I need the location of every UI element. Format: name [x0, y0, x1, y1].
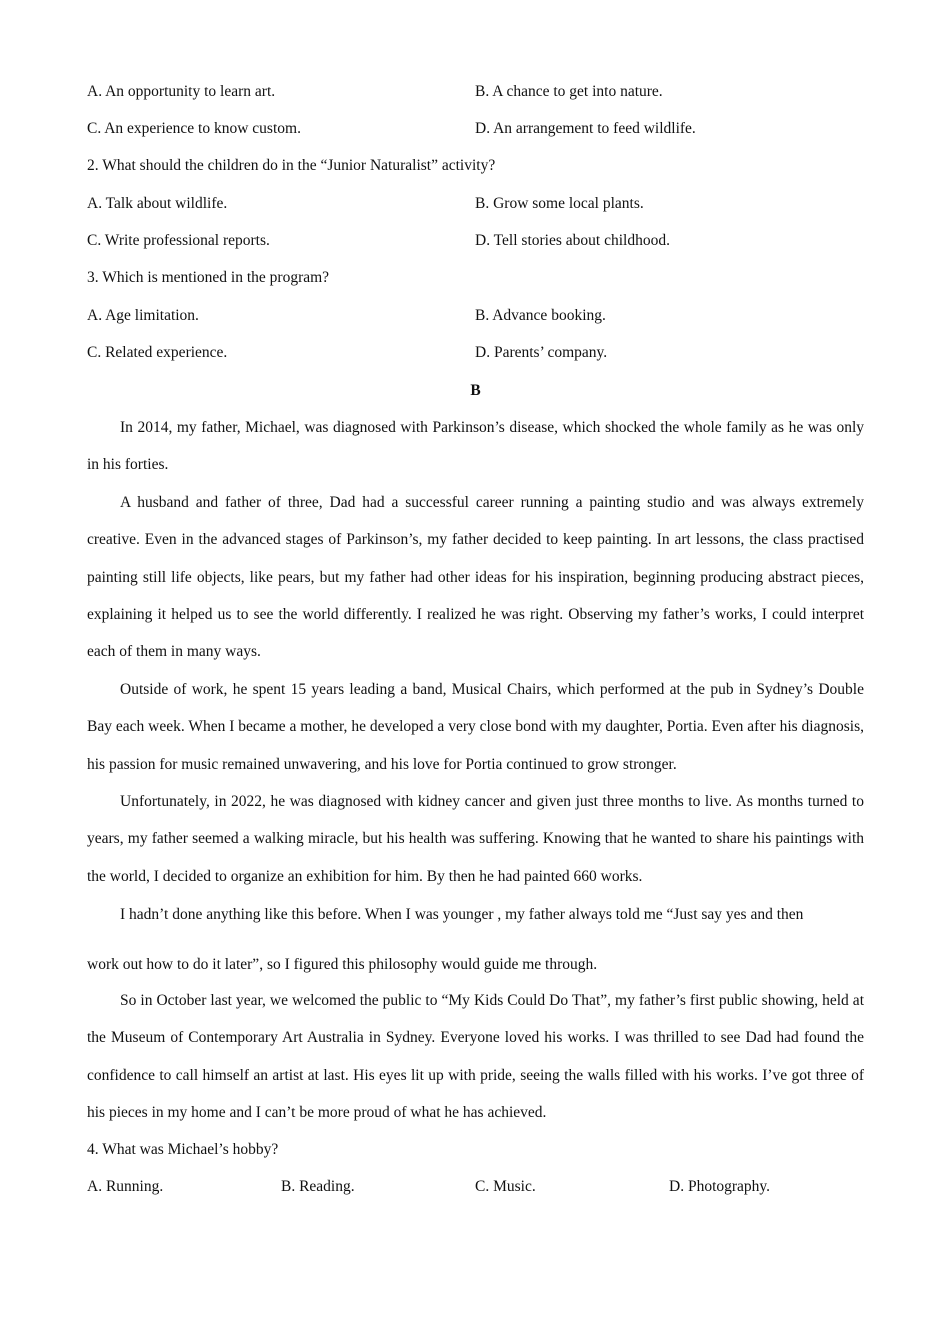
q3-option-a: A. Age limitation. — [87, 307, 199, 324]
q3-option-b: B. Advance booking. — [475, 307, 606, 324]
q1-option-a: A. An opportunity to learn art. — [87, 83, 276, 100]
passage-paragraph-6: So in October last year, we welcomed the public to “My Kids Could Do That”, my father’s first public showing, held at the Museum of Contemporary Art Australia in Sydney. Everyone loved his works. I was thrilled to see Dad had found the confidence to call himself an artist at last. His eyes lit up with pride, seeing the walls filled with his works. I’ve got three of his pieces in my home and I can’t be more proud of what he has achieved. — [87, 992, 864, 1121]
q3-option-d: D. Parents’ company. — [475, 344, 608, 361]
passage-paragraph-1: In 2014, my father, Michael, was diagnosed with Parkinson’s disease, which shocked the whole family as he was only in his forties. — [87, 419, 864, 474]
q2-option-a: A. Talk about wildlife. — [87, 195, 228, 212]
q2-stem: 2. What should the children do in the “Junior Naturalist” activity? — [87, 157, 496, 174]
section-heading-b: B — [470, 382, 481, 399]
q2-option-b: B. Grow some local plants. — [475, 195, 644, 212]
passage-paragraph-5-line-1: I hadn’t done anything like this before. When I was younger , my father always told me “Just say yes and then — [120, 906, 804, 923]
passage-paragraph-4: Unfortunately, in 2022, he was diagnosed with kidney cancer and given just three months to live. As months turned to years, my father seemed a walking miracle, but his health was suffering. Knowing that he wanted to share his paintings with the world, I decided to organize an exhibition for him. By then he had painted 660 works. — [87, 793, 864, 885]
q2-option-d: D. Tell stories about childhood. — [475, 232, 670, 249]
q1-option-b: B. A chance to get into nature. — [475, 83, 663, 100]
passage-paragraph-2: A husband and father of three, Dad had a successful career running a painting studio and was always extremely creative. Even in the advanced stages of Parkinson’s, my father decided to keep painting. In art lessons, the class practised painting still life objects, like pears, but my father had other ideas for his inspiration, beginning producing abstract pieces, explaining it helped us to see the world differently. I realized he was right. Observing my father’s works, I could interpret each of them in many ways. — [87, 494, 864, 661]
q4-option-d: D. Photography. — [669, 1178, 771, 1195]
q4-stem: 4. What was Michael’s hobby? — [87, 1141, 279, 1158]
q1-option-c: C. An experience to know custom. — [87, 120, 301, 137]
q3-stem: 3. Which is mentioned in the program? — [87, 269, 330, 286]
q4-option-c: C. Music. — [475, 1178, 536, 1195]
q3-option-c: C. Related experience. — [87, 344, 228, 361]
q2-option-c: C. Write professional reports. — [87, 232, 270, 249]
q1-option-d: D. An arrangement to feed wildlife. — [475, 120, 696, 137]
passage-paragraph-3: Outside of work, he spent 15 years leading a band, Musical Chairs, which performed at the pub in Sydney’s Double Bay each week. When I became a mother, he developed a very close bond with my daughter, Portia. Even after his diagnosis, his passion for music remained unwavering, and his love for Portia continued to grow stronger. — [87, 681, 864, 773]
q4-option-b: B. Reading. — [281, 1178, 355, 1195]
passage-paragraph-5 — [87, 890, 864, 990]
passage-paragraph-5-line-2: work out how to do it later”, so I figured this philosophy would guide me through. — [87, 956, 598, 973]
q4-option-a: A. Running. — [87, 1178, 164, 1195]
